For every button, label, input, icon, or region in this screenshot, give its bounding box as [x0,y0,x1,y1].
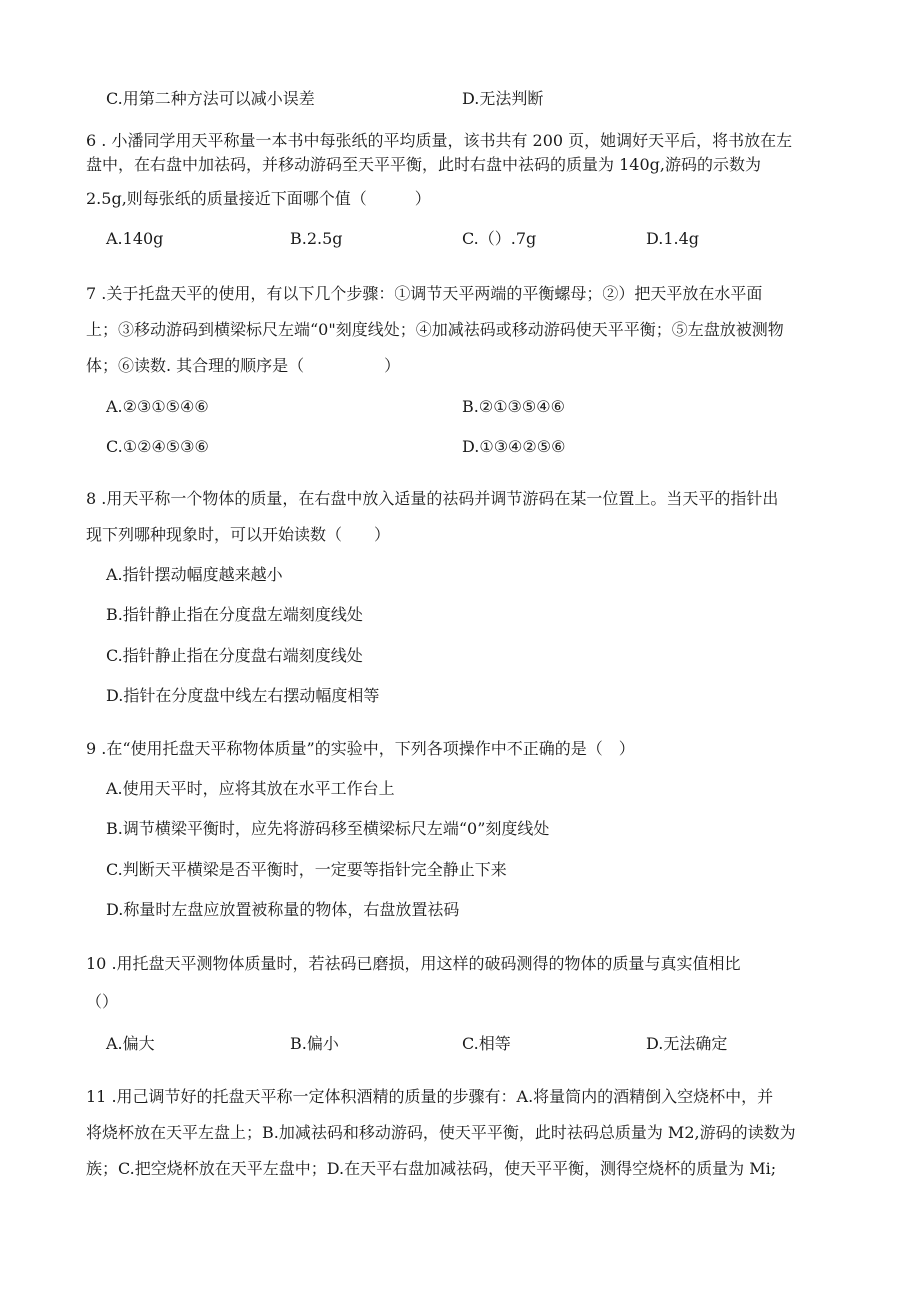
q10-stem-line-1: 10 .用托盘天平测物体质量时，若祛码已磨损，用这样的破码测得的物体的质量与真实值相比 [86,954,741,973]
q7-option-a: A.②③①⑤④⑥ [106,397,209,416]
q8-option-d: D.指针在分度盘中线左右摆动幅度相等 [106,686,380,705]
q7-option-d: D.①③④②⑤⑥ [462,437,566,456]
q10-option-c: C.相等 [462,1034,511,1053]
q6-option-b: B.2.5g [290,229,343,248]
q8-stem-line-2: 现下列哪种现象时，可以开始读数（ ） [86,525,391,544]
q9-option-c: C.判断天平横梁是否平衡时，一定要等指针完全静止下来 [106,860,507,879]
q7-stem-line-2: 上；③移动游码到横梁标尺左端“0"刻度线处；④加减祛码或移动游码使天平平衡；⑤左盘放被测物 [86,320,784,339]
q11-stem-line-3: 族；C.把空烧杯放在天平左盘中；D.在天平右盘加减祛码，使天平平衡，测得空烧杯的质量为 Mi; [86,1159,777,1178]
q9-option-a: A.使用天平时，应将其放在水平工作台上 [106,779,395,798]
q5-option-c: C.用第二种方法可以减小误差 [106,89,315,108]
q5-option-d: D.无法判断 [462,89,544,108]
q6-stem-line-1: 6 . 小潘同学用天平称量一本书中每张纸的平均质量，该书共有 200 页，她调好天平后，将书放在左 [86,131,793,150]
q11-stem-line-1: 11 .用己调节好的托盘天平称一定体积酒精的质量的步骤有：A.将量筒内的酒精倒入空烧杯中，并 [86,1087,774,1106]
q6-option-d: D.1.4g [646,229,700,248]
q6-stem-line-3: 2.5g,则每张纸的质量接近下面哪个值（ ） [86,189,431,208]
q10-option-a: A.偏大 [106,1034,155,1053]
q10-stem-line-2: （） [86,992,119,1011]
q8-option-c: C.指针静止指在分度盘右端刻度线处 [106,646,363,665]
q8-stem-line-1: 8 .用天平称一个物体的质量，在右盘中放入适量的祛码并调节游码在某一位置上。当天平的指针出 [86,489,779,508]
q10-option-b: B.偏小 [290,1034,339,1053]
q7-stem-line-3: 体；⑥读数. 其合理的顺序是（ ） [86,356,401,375]
q11-stem-line-2: 将烧杯放在天平左盘上；B.加减祛码和移动游码，使天平平衡，此时祛码总质量为 M2,游码的读数为 [86,1123,796,1142]
q7-option-b: B.②①③⑤④⑥ [462,397,565,416]
q9-option-d: D.称量时左盘应放置被称量的物体，右盘放置祛码 [106,900,460,919]
q6-option-a: A.140g [106,229,164,248]
q6-option-c: C.（）.7g [462,229,537,248]
q10-option-d: D.无法确定 [646,1034,728,1053]
q8-option-b: B.指针静止指在分度盘左端刻度线处 [106,605,363,624]
q6-stem-line-2: 盘中，在右盘中加祛码，并移动游码至天平平衡，此时右盘中祛码的质量为 140g,游码的示数为 [86,155,761,174]
q9-stem-line-1: 9 .在“使用托盘天平称物体质量”的实验中，下列各项操作中不正确的是（ ） [86,739,635,758]
q7-option-c: C.①②④⑤③⑥ [106,437,209,456]
q9-option-b: B.调节横梁平衡时，应先将游码移至横梁标尺左端“0”刻度线处 [106,819,550,838]
q8-option-a: A.指针摆动幅度越来越小 [106,565,283,584]
q7-stem-line-1: 7 .关于托盘天平的使用，有以下几个步骤：①调节天平两端的平衡螺母；②）把天平放在水平面 [86,284,763,303]
